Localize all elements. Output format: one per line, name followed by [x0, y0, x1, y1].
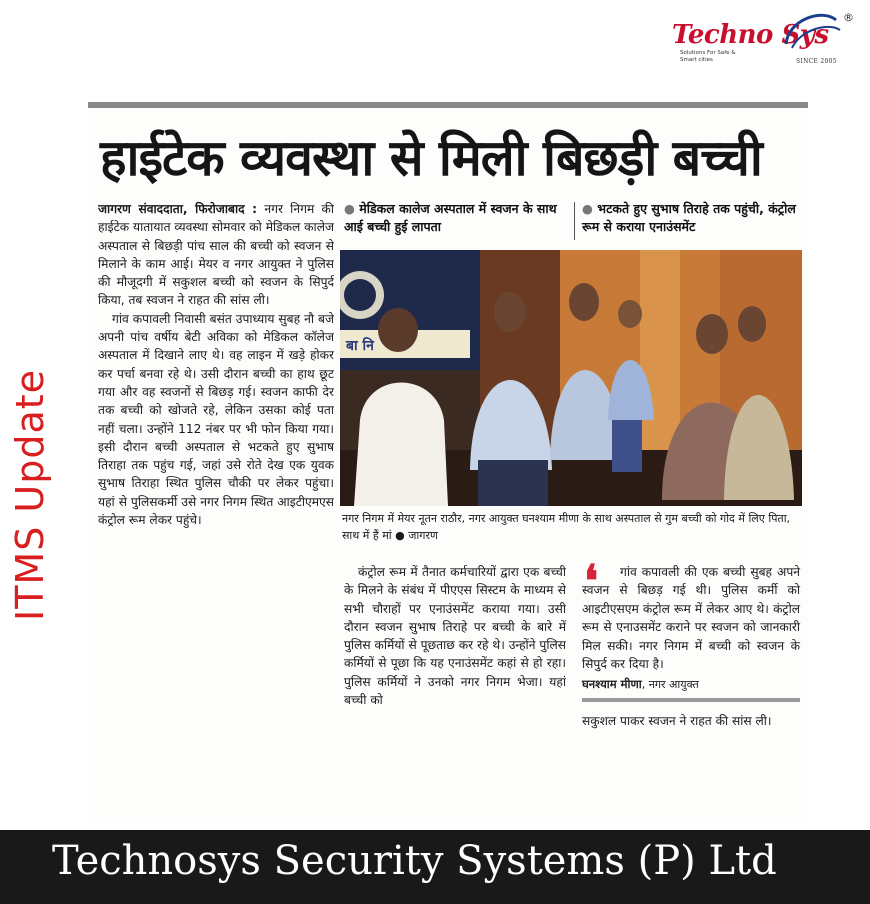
- caption-source: ● जागरण: [395, 529, 438, 542]
- subheadline-2: ● भटकते हुए सुभाष तिराहे तक पहुंची, कंट्रोल रूम से कराया एनाउंसमेंट: [582, 201, 796, 234]
- quote-mark-icon: ❛: [584, 556, 599, 607]
- paragraph-2: गांव कपावली निवासी बसंत उपाध्याय सुबह नौ बजे अपनी पांच वर्षीय बेटी अविका को मेडिकल कॉलेज अस्पताल में दिखाने लाए थे। वह लाइन में खड़े होकर कर पर्चा बनवा रहे थे। उसी दौरान बच्ची का हाथ छूट गया और वह स्वजनों से बिछड़ गई। स्वजन काफी देर तक बच्ची को खोजते रहे, लेकिन उसका कोई पता नहीं चला। उन्होंने 112 नंबर पर भी फोन किया गया। इसी दौरान बच्ची अस्पताल से भटकते हुए सुभाष तिराहा तक पहुंच गई, जहां उसे रोते देख एक युवक सुभाष तिराहा स्थित पुलिस चौकी पर लेकर पहुंचा। यहां से पुलिसकर्मी उसे नगर निगम स्थित आइटीएमएस कंट्रोल रूम लेकर पहुंचे।: [98, 311, 334, 528]
- paragraph-1: नगर निगम की हाईटेक यातायात व्यवस्था सोमवार को मेडिकल कालेज अस्पताल से बिछड़ी पांच साल की बच्ची को स्वजन से मिलाने के काम आई। मेयर व नगर आयुक्त ने पुलिस की मौजूदगी में सकुशल बच्ची को स्वजन के सिपुर्द किया, तब स्वजन ने राहत की सांस ली।: [98, 202, 334, 308]
- logo-since: SINCE 2005: [796, 58, 837, 65]
- paragraph-4: सकुशल पाकर स्वजन ने राहत की सांस ली।: [582, 714, 772, 729]
- paragraph-3: कंट्रोल रूम में तैनात कर्मचारियों द्वारा एक बच्ची के मिलने के संबंध में पीएएस सिस्टम के माध्यम से सभी चौराहों पर एनाउंसमेंट कराया गया। उसी दौरान स्वजन सुभाष तिराहे पर बच्ची के बारे में पुलिस कर्मियों से पूछताछ कर रहे थे। उन्होंने पुलिस कर्मियों से पूछा कि यह एनाउंसमेंट कहां से हो रहा। पुलिस कर्मियों ने उनको नगर निगम भेजा। यहां बच्ची को: [344, 565, 566, 708]
- logo-swoosh-icon: [778, 10, 844, 54]
- quote-rule: [582, 698, 800, 702]
- logo-tagline: Solutions For Safe & Smart cities: [680, 50, 736, 63]
- footer-company-name: Technosys Security Systems (P) Ltd: [52, 838, 777, 884]
- article-column-1: [98, 200, 334, 816]
- quote-box: [582, 556, 800, 731]
- top-rule: [88, 102, 808, 108]
- subheadline-1: ● मेडिकल कालेज अस्पताल में स्वजन के साथ आई बच्ची हुई लापता: [344, 201, 557, 234]
- company-logo: [660, 8, 860, 70]
- subheadline-divider: [574, 202, 575, 240]
- quote-text: गांव कपावली की एक बच्ची सुबह अपने स्वजन से बिछड़ गई थी। पुलिस कर्मी को आइटीएसएम कंट्रोल रूम में लेकर आए थे। कंट्रोल रूम से एनाउसमेंट कराने पर स्वजन को जानकारी मिल सकी। नगर निगम में बच्ची को स्वजन के सिपुर्द कर दिया है।: [582, 565, 800, 672]
- quote-attribution: घनश्याम मीणा, नगर आयुक्त: [582, 677, 699, 692]
- news-photo: [340, 250, 802, 506]
- headline: हाईटेक व्यवस्था से मिली बिछड़ी बच्ची: [100, 129, 762, 187]
- article-column-2: [344, 563, 566, 823]
- photo-banner-text: बा नि: [346, 338, 374, 354]
- logo-wordmark: Techno Sys: [672, 20, 829, 50]
- registered-mark: ®: [843, 11, 854, 24]
- photo-caption: नगर निगम में मेयर नूतन राठौर, नगर आयुक्त घनश्याम मीणा के साथ अस्पताल से गुम बच्ची को गोद में लिए पिता, साथ में हैं मां ● जागरण: [342, 512, 791, 542]
- byline: जागरण संवाददाता, फिरोजाबाद :: [98, 202, 258, 216]
- news-clipping: [88, 110, 808, 822]
- side-label: ITMS Update: [8, 368, 52, 622]
- footer-banner: [0, 830, 870, 904]
